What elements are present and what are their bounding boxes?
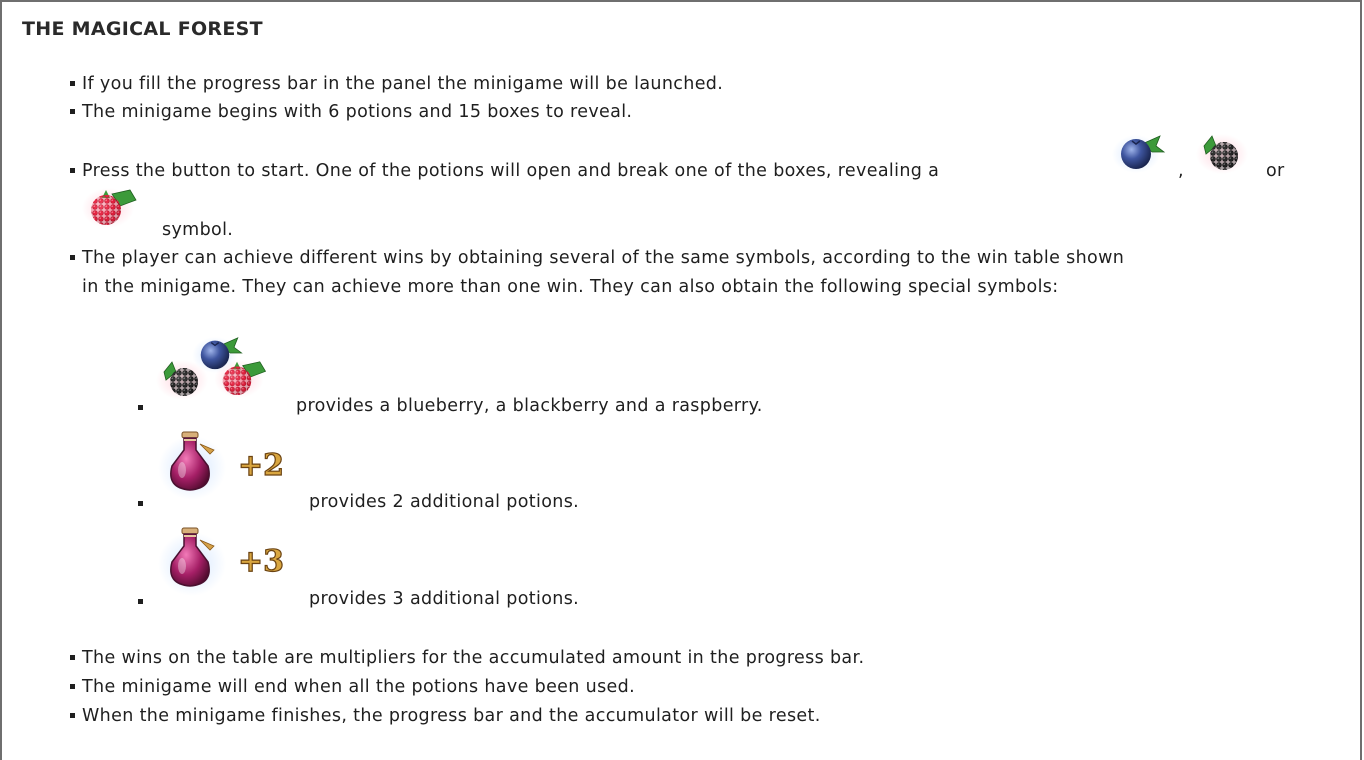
page-title: THE MAGICAL FOREST — [22, 18, 263, 40]
bullet-marker — [70, 713, 75, 718]
list-item: The wins on the table are multipliers for the accumulated amount in the progress bar. — [70, 648, 864, 668]
bullet-marker — [70, 168, 75, 173]
bullet-marker — [138, 599, 143, 604]
mixed-berries-icon — [158, 332, 288, 414]
potion-plus-two-icon — [162, 430, 232, 504]
list-item: The player can achieve different wins by obtaining several of the same symbols, according to the win table shown — [70, 248, 1124, 268]
list-item-continuation: in the minigame. They can achieve more than one win. They can also obtain the following special symbols: — [82, 277, 1059, 297]
plus-three-badge: +3 — [238, 544, 285, 579]
plus-two-badge: +2 — [238, 448, 285, 483]
bullet-marker — [138, 405, 143, 410]
blueberry-icon — [1116, 132, 1176, 178]
bullet-marker — [70, 81, 75, 86]
symbol-text: symbol. — [162, 220, 234, 240]
bullet-marker — [70, 655, 75, 660]
special-symbol-description: provides 3 additional potions. — [309, 589, 580, 609]
bullet-marker — [70, 109, 75, 114]
list-item: When the minigame finishes, the progress bar and the accumulator will be reset. — [70, 706, 821, 726]
potion-plus-three-icon — [162, 526, 232, 600]
or-text: or — [1266, 161, 1285, 181]
bullet-marker — [70, 684, 75, 689]
special-symbol-description: provides a blueberry, a blackberry and a raspberry. — [296, 396, 763, 416]
comma-separator: , — [1178, 161, 1184, 181]
list-item: The minigame begins with 6 potions and 15 boxes to reveal. — [70, 102, 632, 122]
blackberry-icon — [1198, 132, 1256, 180]
list-item: The minigame will end when all the potions have been used. — [70, 677, 635, 697]
bullet-marker — [70, 255, 75, 260]
list-item: Press the button to start. One of the potions will open and break one of the boxes, revealing a — [70, 161, 939, 181]
list-item: If you fill the progress bar in the panel the minigame will be launched. — [70, 74, 723, 94]
raspberry-icon — [86, 186, 152, 236]
special-symbol-description: provides 2 additional potions. — [309, 492, 580, 512]
bullet-marker — [138, 501, 143, 506]
